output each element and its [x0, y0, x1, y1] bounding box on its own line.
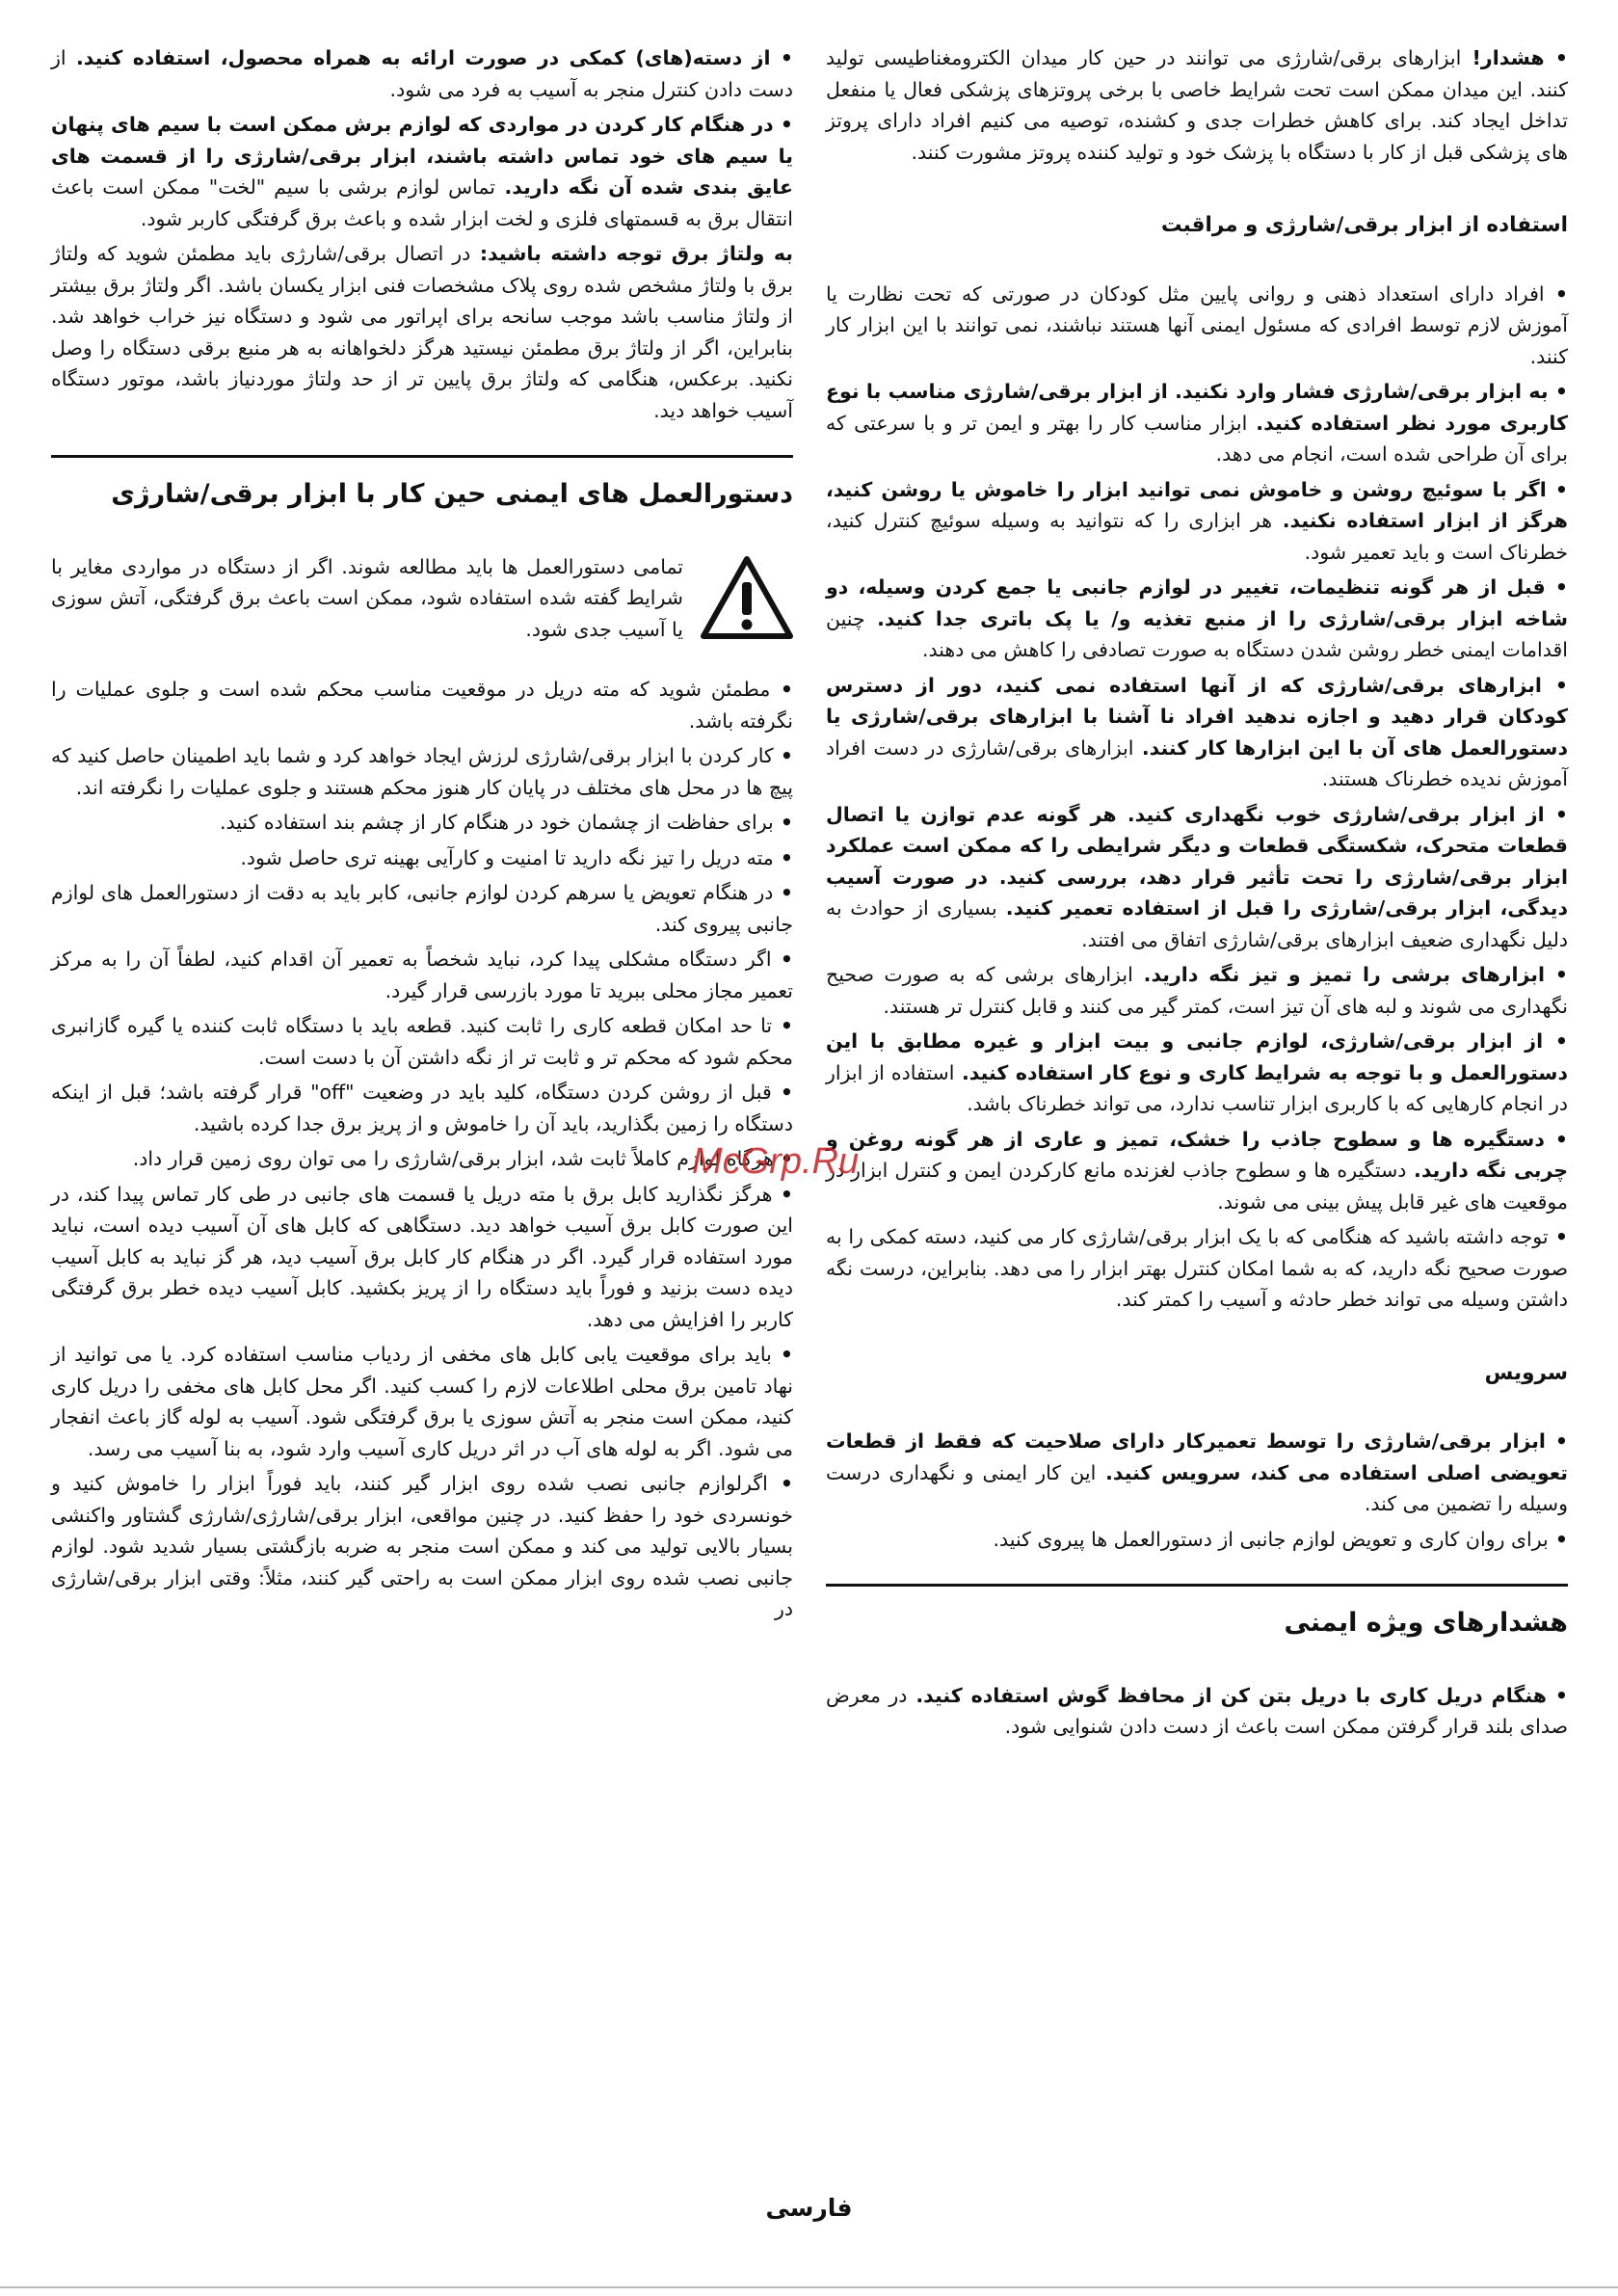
list-item: • اگر دستگاه مشکلی پیدا کرد، نباید شخصاً به تعمیر آن اقدام کنید، لطفاً آن را به مرکز تعمیر مجاز محلی ببرید تا مورد بازرسی قرار گیرد. [51, 944, 793, 1006]
warning-box [51, 551, 793, 646]
watermark: McGrp.Ru [692, 1141, 860, 1182]
list-item: • کار کردن با ابزار برقی/شارژی لرزش ایجاد خواهد کرد و شما باید اطمینان حاصل کنید که پیچ ها در محل های مختلف در پایان کار هنوز محکم هستند و جلوی عملیات را نگرفته اند. [51, 740, 793, 803]
list-item: • باید برای موقعیت یابی کابل های مخفی از ردیاب مناسب استفاده کرد. یا می توانید از نهاد تامین برق محلی اطلاعات لازم را کسب کنید. اگر محل کابل های مخفی را دریل کاری کنید، ممکن است منجر به آتش سوزی یا برق گرفتگی شود. آسیب به لوله گاز باعث انفجار می شود. اگر به لوله های آب در اثر دریل کاری آسیب وارد شود، به بنا آسیب می رسد. [51, 1339, 793, 1464]
footer-language: فارسی [765, 2194, 853, 2222]
paragraph-emf-warning: • هشدار! ابزارهای برقی/شارژی می توانند در حین کار میدان الکترومغناطیسی تولید کنند. این میدان ممکن است تحت شرایط خاصی با برخی پروتزهای پزشکی فعال یا منفعل تداخل ایجاد کند. برای کاهش خطرات جدی و کشنده، توصیه می کنیم افراد دارای پروتز های پزشکی قبل از کار با دستگاه با پزشک خود و تولید کننده پروتز مشورت کنند. [826, 42, 1568, 168]
heading-service: سرویس [1484, 1360, 1568, 1385]
section-divider [51, 455, 793, 458]
right-column [826, 42, 1568, 2230]
paragraph-maintenance: • از ابزار برقی/شارژی خوب نگهداری کنید. هر گونه عدم توازن یا اتصال قطعات متحرک، شکستگی قطعات و دیگر شرایطی را که ممکن است عملکرد ابزار برقی/شارژی را تحت تأثیر قرار دهد، بررسی کنید. در صورت آسیب دیدگی، ابزار برقی/شارژی را قبل از استفاده تعمیر کنید. بسیاری از حوادث به دلیل نگهداری ضعیف ابزارهای برقی/شارژی اتفاق می افتند. [826, 799, 1568, 956]
paragraph-ear-protection: • هنگام دریل کاری با دریل بتن کن از محافظ گوش استفاده کنید. در معرض صدای بلند قرار گرفتن ممکن است باعث از دست دادن شنوایی شود. [826, 1680, 1568, 1743]
manual-page [50, 42, 1568, 2230]
list-item: • هرگاه لوازم کاملاً ثابت شد، ابزار برقی/شارژی را می توان روی زمین قرار داد. [51, 1143, 793, 1175]
heading-use-and-care: استفاده از ابزار برقی/شارژی و مراقبت [1160, 213, 1568, 237]
list-item: • قبل از روشن کردن دستگاه، کلید باید در وضعیت "off" قرار گرفته باشد؛ قبل از اینکه دستگاه را زمین بگذارید، باید آن را خاموش و از پریز برق جدا کرده باشید. [51, 1077, 793, 1139]
paragraph-service: • ابزار برقی/شارژی را توسط تعمیرکار دارای صلاحیت که فقط از قطعات تعویضی اصلی استفاده می کند، سرویس کنید. این کار ایمنی و نگهداری درست وسیله را تضمین می کند. [826, 1426, 1568, 1520]
paragraph-handles: • دستگیره ها و سطوح جاذب را خشک، تمیز و عاری از هر گونه روغن و چربی نگه دارید. دستگیره ها و سطوح جاذب لغزنده مانع کارکردن ایمن و کنترل ابزار در موقعیت های غیر قابل پیش بینی می شوند. [826, 1124, 1568, 1218]
paragraph-hidden-wires: • در هنگام کار کردن در مواردی که لوازم برش ممکن است با سیم های پنهان یا سیم های خود تماس داشته باشند، ابزار برقی/شارژی را از قسمت های عایق بندی شده آن نگه دارید. تماس لوازم برشی با سیم "لخت" ممکن است باعث انتقال برق به قسمتهای فلزی و لخت ابزار شده و باعث برق گرفتگی کاربر شود. [51, 109, 793, 234]
list-item: • برای حفاظت از چشمان خود در هنگام کار از چشم بند استفاده کنید. [51, 807, 793, 839]
paragraph-aux-handle: • توجه داشته باشید که هنگامی که با یک ابزار برقی/شارژی کار می کنید، دسته کمکی را به صورت صحیح نگه دارید، که به شما امکان کنترل بهتر ابزار را می دهد. بنابراین، درست نگه داشتن وسیله می تواند خطر حادثه و آسیب را کمتر کند. [826, 1221, 1568, 1316]
paragraph-lubrication: • برای روان کاری و تعویض لوازم جانبی از دستورالعمل ها پیروی کنید. [826, 1524, 1568, 1556]
list-item: • مطمئن شوید که مته دریل در موقعیت مناسب محکم شده است و جلوی عملیات را نگرفته باشد. [51, 674, 793, 736]
paragraph-accessories: • از ابزار برقی/شارژی، لوازم جانبی و بیت ابزار و غیره مطابق با این دستورالعمل و با توجه به شرایط کاری و نوع کار استفاده کنید. استفاده از ابزار در انجام کارهایی که با کاربری ابزار تناسب ندارد، می تواند خطرناک باشد. [826, 1026, 1568, 1120]
heading-safety-instructions: دستورالعمل های ایمنی حین کار با ابزار برقی/شارژی [111, 479, 793, 509]
list-item: • اگرلوازم جانبی نصب شده روی ابزار گیر کنند، باید فوراً ابزار را خاموش کنید و خونسردی خود را حفظ کنید. در چنین مواقعی، ابزار برقی/شارژی/شارژی گشتاور واکنشی بسیار بالایی تولید می کند و ممکن است منجر به ضربه بازگشتی بسیار شدید شود. لوازم جانبی نصب شده روی ابزار ممکن است به راحتی گیر کنند، مثلاً: وقتی ابزار برقی/شارژی در [51, 1468, 793, 1625]
paragraph-aux-handles: • از دسته(های) کمکی در صورت ارائه به همراه محصول، استفاده کنید. از دست دادن کنترل منجر به آسیب به فرد می شود. [51, 42, 793, 105]
list-item: • در هنگام تعویض یا سرهم کردن لوازم جانبی، کابر باید به دقت از دستورالعمل های لوازم جانبی پیروی کند. [51, 877, 793, 940]
warning-text: تمامی دستورالعمل ها باید مطالعه شوند. اگر از دستگاه در مواردی مغایر با شرایط گفته شده استفاده شود، ممکن است باعث برق گرفتگی، آتش سوزی یا آسیب جدی شود. [51, 554, 683, 641]
list-item: • مته دریل را تیز نگه دارید تا امنیت و کارآیی بهینه تری حاصل شود. [51, 842, 793, 874]
paragraph-disconnect: • قبل از هر گونه تنظیمات، تغییر در لوازم جانبی یا جمع کردن وسیله، دو شاخه ابزار برقی/شارژی را از منبع تغذیه و/ یا پک باتری جدا کنید. چنین اقدامات ایمنی خطر روشن شدن دستگاه به صورت تصادفی را کاهش می دهند. [826, 572, 1568, 666]
section-divider [826, 1584, 1568, 1587]
warning-triangle-icon [701, 555, 793, 640]
scan-edge [0, 2286, 1618, 2288]
paragraph-cutting-tools: • ابزارهای برشی را تمیز و تیز نگه دارید. ابزارهای برشی که به صورت صحیح نگهداری می شوند و لبه های آن تیز است، کمتر گیر می کنند و قابل کنترل تر هستند. [826, 959, 1568, 1022]
paragraph-no-force: • به ابزار برقی/شارژی فشار وارد نکنید. از ابزار برقی/شارژی مناسب با نوع کاربری مورد نظر استفاده کنید. ابزار مناسب کار را بهتر و ایمن تر و با سرعتی که برای آن طراحی شده است، انجام می دهد. [826, 376, 1568, 470]
left-column [51, 42, 793, 2230]
list-item: • هرگز نگذارید کابل برق با مته دریل یا قسمت های جانبی در طی کار تماس پیدا کند، در این صورت کابل برق آسیب خواهد دید. دستگاهی که کابل های آن آسیب دیده است، نباید مورد استفاده قرار گیرد. اگر در هنگام کار کابل برق آسیب دید، هر گز نباید به کابل آسیب دیده دست بزنید و فوراً باید دستگاه را از پریز بکشید. کابل آسیب دیده خطر برق گرفتگی کاربر را افزایش می دهد. [51, 1179, 793, 1336]
paragraph-children: • افراد دارای استعداد ذهنی و روانی پایین مثل کودکان در صورتی که تحت نظارت یا آموزش لازم توسط افرادی که مسئول ایمنی آنها هستند نباشند، نمی توانند با این ابزار کار کنند. [826, 279, 1568, 373]
list-item: • تا حد امکان قطعه کاری را ثابت کنید. قطعه باید با دستگاه ثابت کننده یا گیره گازانبری محکم شود که محکم تر و ثابت تر از نگه داشتن آن با دست است. [51, 1010, 793, 1073]
paragraph-switch: • اگر با سوئیچ روشن و خاموش نمی توانید ابزار را خاموش یا روشن کنید، هرگز از ابزار استفاده نکنید. هر ابزاری را که نتوانید به وسیله سوئیچ کنترل کنید، خطرناک است و باید تعمیر شود. [826, 474, 1568, 569]
paragraph-storage: • ابزارهای برقی/شارژی که از آنها استفاده نمی کنید، دور از دسترس کودکان قرار دهید و اجازه ندهید افراد نا آشنا با ابزارهای برقی/شارژی یا دستورالعمل های آن با این ابزارها کار کنند. ابزارهای برقی/شارژی در دست افراد آموزش ندیده خطرناک هستند. [826, 670, 1568, 795]
paragraph-voltage: به ولتاژ برق توجه داشته باشید: در اتصال برقی/شارژی باید مطمئن شوید که ولتاژ برق با ولتاژ مشخص شده روی پلاک مشخصات فنی ابزار یکسان باشد. اگر ولتاژ برق بیشتر از ولتاژ مناسب باشد موجب سانحه برای اپراتور می شود و دستگاه نیز خراب خواهد شد. بنابراین، اگر از ولتاژ برق مطمئن نیستید هرگز دلخواهانه به هر منبع برقی دستگاه را وصل نکنید. برعکس، هنگامی که ولتاژ برق پایین تر از حد ولتاژ موردنیاز باشد، موتور دستگاه آسیب خواهد دید. [51, 242, 794, 422]
heading-special-warnings: هشدارهای ویژه ایمنی [1284, 1608, 1568, 1638]
